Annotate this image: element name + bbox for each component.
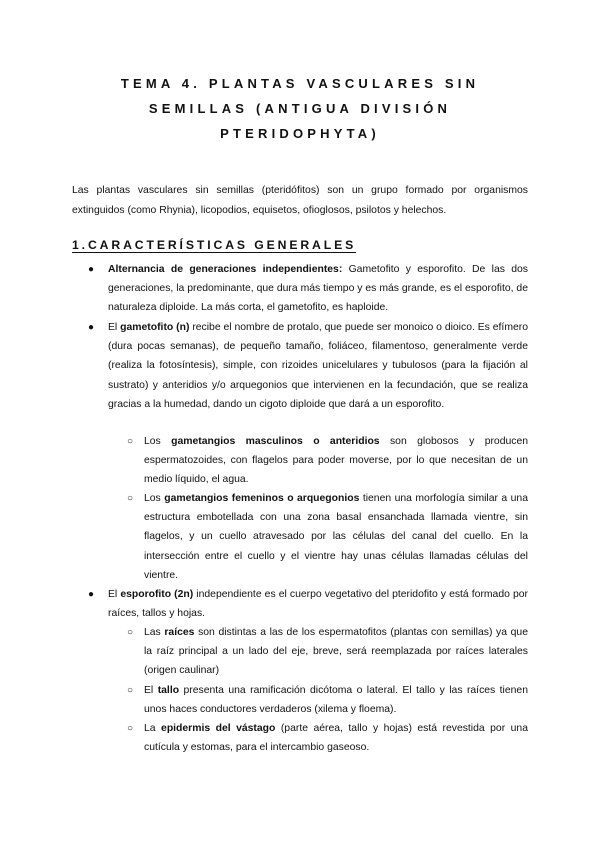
title-line-3: PTERIDOPHYTA) bbox=[220, 126, 380, 141]
bullet-circle-icon: ○ bbox=[127, 493, 134, 504]
item-text: son globosos y producen espermatozoides, con flagelos para poder moverse, por lo que necesitan de un medio líquido, el agua. bbox=[144, 436, 529, 486]
item-pre: El bbox=[108, 589, 121, 600]
list-item bbox=[88, 260, 528, 318]
bullet-dot-icon: ● bbox=[88, 589, 95, 600]
sub-list-item bbox=[127, 719, 528, 757]
bullet-circle-icon: ○ bbox=[127, 723, 134, 734]
item-text: (parte aérea, tallo y hojas) está revestida por una cutícula y estomas, para el intercambio gaseoso. bbox=[144, 723, 528, 754]
item-text: presenta una ramificación dicótoma o lateral. El tallo y las raíces tienen unos haces conductores verdaderos (xilema y floema). bbox=[144, 685, 528, 716]
bullet-circle-icon: ○ bbox=[127, 627, 134, 638]
item-bold: Alternancia de generaciones independientes: bbox=[108, 264, 343, 275]
sub-list-item bbox=[127, 623, 528, 681]
sub-list-item bbox=[127, 681, 528, 719]
title-line-2: SEMILLAS (ANTIGUA DIVISIÓN bbox=[148, 101, 452, 116]
item-bold: esporofito (2n) bbox=[120, 589, 194, 600]
sub-list-item bbox=[127, 489, 528, 585]
item-text: tienen una morfología similar a una estructura embotellada con una zona basal ensanchada llamada vientre, sin flagelos, y un cuello atravesado por las células del canal del cuello. En la intersección entre el cuello y el vientre hay unas células llamadas células del vientre. bbox=[144, 493, 528, 581]
bullet-circle-icon: ○ bbox=[127, 436, 134, 447]
sub-list-item bbox=[127, 432, 529, 490]
item-bold: epidermis del vástago bbox=[161, 723, 276, 734]
bullet-circle-icon: ○ bbox=[127, 685, 134, 696]
item-text: independiente es el cuerpo vegetativo del pteridofito y está formado por raíces, tallos y hojas. bbox=[108, 589, 528, 620]
bullet-dot-icon: ● bbox=[88, 322, 95, 333]
item-bold: raíces bbox=[164, 627, 195, 638]
item-text: recibe el nombre de protalo, que puede ser monoico o dioico. Es efímero (dura pocas semanas), de pequeño tamaño, foliáceo, filamentoso, generalmente verde (realiza la fotosíntesis), simple, con rizoides unicelulares y tubulosos (para la fijación al sustrato) y anteridios y/o arquegonios que intervienen en la fecundación, que se realiza gracias a la humedad, dando un cigoto diploide que dará a un esporofito. bbox=[108, 322, 528, 410]
item-text: Gametofito y esporofito. De las dos generaciones, la predominante, que dura más tiempo y es más grande, es el esporofito, de naturaleza diploide. La más corta, el gametofito, es haploide. bbox=[108, 264, 528, 314]
item-pre: El bbox=[144, 685, 158, 696]
bullet-dot-icon: ● bbox=[88, 264, 95, 275]
item-pre: La bbox=[144, 723, 162, 734]
section-heading bbox=[72, 238, 356, 252]
item-pre: El bbox=[108, 322, 121, 333]
section-heading-text: 1.CARACTERÍSTICAS GENERALES bbox=[72, 238, 357, 252]
item-pre: Los bbox=[144, 436, 172, 447]
document-title bbox=[60, 71, 540, 146]
item-bold: gametangios masculinos o anteridios bbox=[171, 436, 380, 447]
title-line-1: TEMA 4. PLANTAS VASCULARES SIN bbox=[120, 76, 480, 91]
item-pre: Las bbox=[144, 627, 165, 638]
item-bold: gametangios femeninos o arquegonios bbox=[164, 493, 360, 504]
item-text: son distintas a las de los espermatofitos (plantas con semillas) ya que la raíz principal a un lado del eje, breve, será reemplazada por raíces laterales (origen caulinar) bbox=[144, 627, 528, 677]
list-item bbox=[88, 318, 528, 414]
list-item bbox=[88, 585, 528, 623]
intro-paragraph: Las plantas vasculares sin semillas (pteridófitos) son un grupo formado por organismos extinguidos (como Rhynia), licopodios, equisetos, ofioglosos, psilotos y helechos. bbox=[72, 185, 528, 216]
item-bold: tallo bbox=[157, 685, 180, 696]
item-pre: Los bbox=[144, 493, 165, 504]
item-bold: gametofito (n) bbox=[120, 322, 190, 333]
